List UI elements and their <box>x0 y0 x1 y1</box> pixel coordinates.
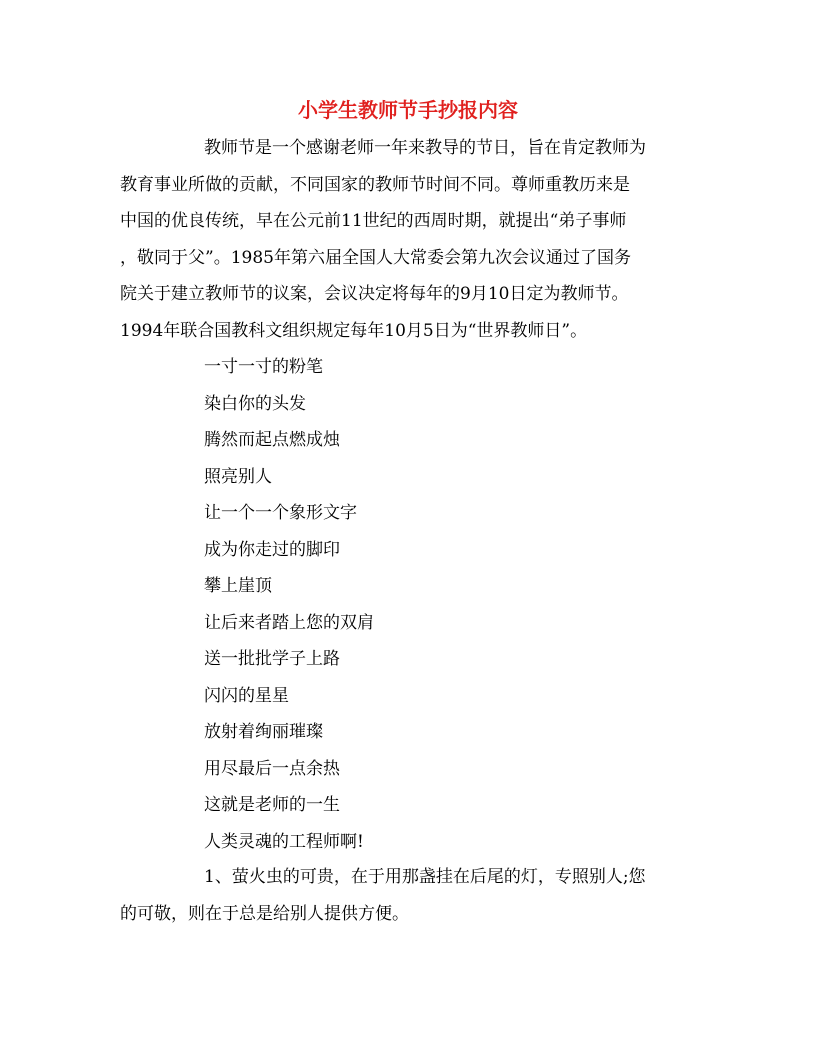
intro-line: 院关于建立教师节的议案，会议决定将每年的9月10日定为教师节。 <box>120 284 629 304</box>
poem-line: 攀上崖顶 <box>204 576 272 596</box>
intro-paragraph <box>120 130 696 349</box>
poem-line: 用尽最后一点余热 <box>204 758 340 779</box>
intro-line: 中国的优良传统，早在公元前11世纪的西周时期，就提出“弟子事师 <box>120 211 627 231</box>
poem-line: 腾然而起点燃成烛 <box>204 430 340 450</box>
poem-line: 一寸一寸的粉笔 <box>204 357 323 377</box>
intro-line: 1994年联合国教科文组织规定每年10月5日为“世界教师日”。 <box>120 320 588 341</box>
page-title: 小学生教师节手抄报内容 <box>298 98 518 122</box>
poem-line: 让后来者踏上您的双肩 <box>204 612 374 633</box>
quote-line: 的可敬，则在于总是给别人提供方便。 <box>120 903 409 924</box>
poem-line: 成为你走过的脚印 <box>204 539 340 560</box>
poem-line: 送一批批学子上路 <box>204 649 340 669</box>
intro-line: 教师节是一个感谢老师一年来教导的节日，旨在肯定教师为 <box>204 138 646 158</box>
quote-paragraph <box>120 859 696 932</box>
quote-line: 1、萤火虫的可贵，在于用那盏挂在后尾的灯，专照别人;您 <box>204 867 646 887</box>
poem-line: 染白你的头发 <box>204 393 306 414</box>
poem-line: 照亮别人 <box>204 466 272 487</box>
poem <box>204 349 374 860</box>
poem-line: 放射着绚丽璀璨 <box>204 722 323 742</box>
poem-line: 让一个一个象形文字 <box>204 503 357 523</box>
intro-line: 教育事业所做的贡献，不同国家的教师节时间不同。尊师重教历来是 <box>120 174 630 195</box>
poem-line: 闪闪的星星 <box>204 685 289 706</box>
intro-line: ，敬同于父”。1985年第六届全国人大常委会第九次会议通过了国务 <box>120 247 631 268</box>
poem-line: 这就是老师的一生 <box>204 795 340 815</box>
poem-line: 人类灵魂的工程师啊! <box>204 831 364 852</box>
